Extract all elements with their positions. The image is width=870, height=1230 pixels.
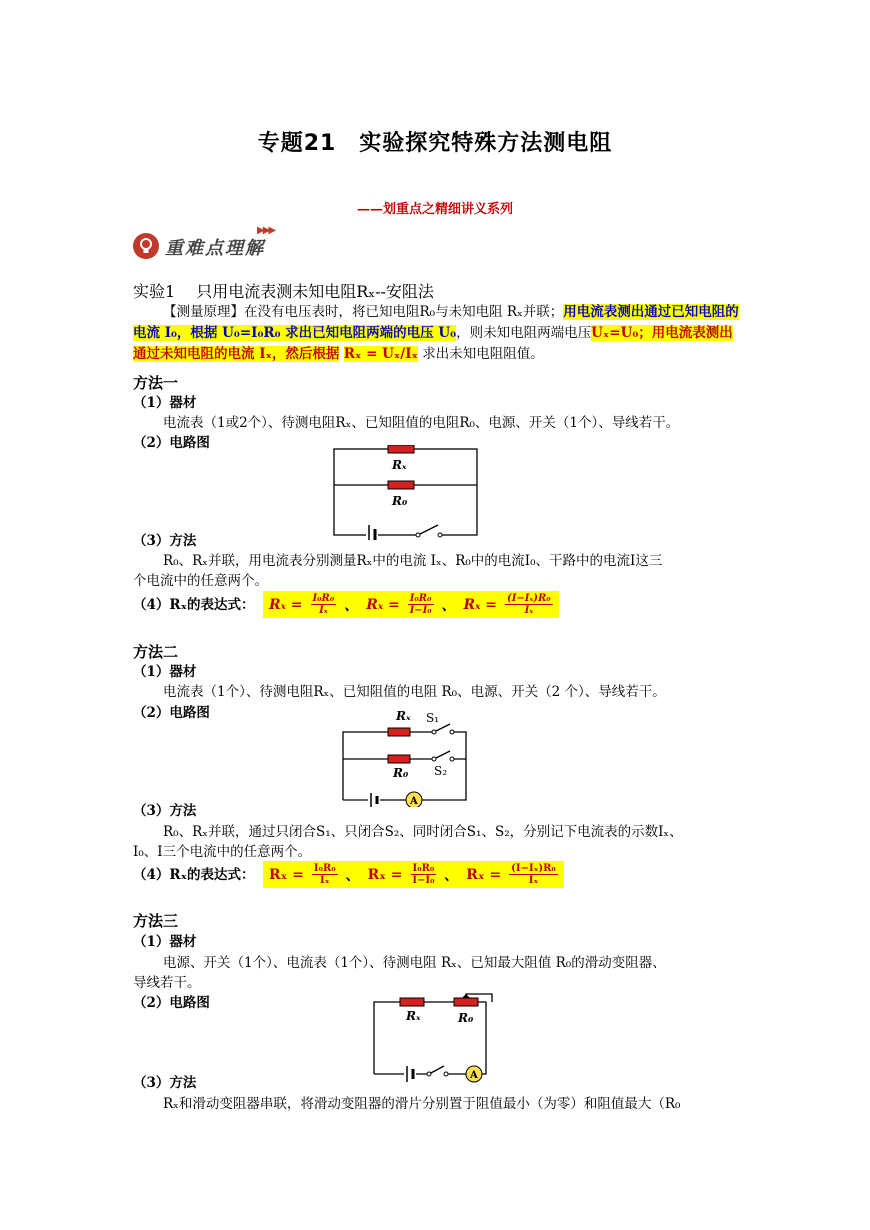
method1-formula-box: Rₓ = $\frac{\text{I₀R₀}}{\text{Iₓ}}$ 、 Rₓ = $\frac{\text{I₀R₀}}{\text{I−I₀}}$ 、 Rₓ = $\frac{\text{(I−Iₓ)R₀}}{\text{Iₓ}}$ xyxy=(263,591,559,618)
method2-method-heading: （3）方法 xyxy=(133,803,197,819)
label-rx: Rₓ xyxy=(392,458,407,472)
method2-formula-box: Rₓ = $\frac{\text{I₀R₀}}{\text{Iₓ}}$ 、 Rₓ = $\frac{\text{I₀R₀}}{\text{I−I₀}}$ 、 Rₓ = $\frac{\text{(I−Iₓ)R₀}}{\text{Iₓ}}$ xyxy=(263,861,564,888)
method2-circuit-heading: （2）电路图 xyxy=(133,705,210,721)
badge-label: 重难点理解 xyxy=(165,238,265,259)
method3-equipment-text1: 电源、开关（1个）、电流表（1个）、待测电阻 Rₓ、已知最大阻值 R₀的滑动变阻器、 xyxy=(163,955,666,971)
method1-equipment-text: 电流表（1或2个）、待测电阻Rₓ、已知阻值的电阻R₀、电源、开关（1个）、导线若干。 xyxy=(163,415,680,431)
formula3-fraction: $\frac{\text{(I−Iₓ)R₀}}{\text{Iₓ}}$ xyxy=(507,593,551,616)
formula2-fraction: $\frac{\text{I₀R₀}}{\text{I−I₀}}$ xyxy=(409,593,432,616)
principle-highlight-1: 用电流表测出通过已知电阻的电流 I₀，根据 U₀=I₀R₀ 求出已知电阻两端的电压 U₀ xyxy=(133,304,739,341)
method1-method-text2: 个电流中的任意两个。 xyxy=(133,573,268,589)
formula2-lhs: Rₓ = xyxy=(366,596,400,613)
method3-method-heading: （3）方法 xyxy=(133,1075,197,1091)
label-rx: Rₓ xyxy=(406,1009,421,1023)
formula1-fraction: $\frac{\text{I₀R₀}}{\text{Iₓ}}$ xyxy=(312,593,335,616)
method1-method-heading: （3）方法 xyxy=(133,533,197,549)
method3-method-text: Rₓ和滑动变阻器串联，将滑动变阻器的滑片分别置于阻值最小（为零）和阻值最大（R₀ xyxy=(163,1096,681,1112)
method1-method-text1: R₀、Rₓ并联，用电流表分别测量Rₓ中的电流 Iₓ、R₀中的电流I₀、干路中的电流I这三 xyxy=(163,553,663,569)
resistor-rx xyxy=(388,445,414,453)
principle-formula: Rₓ = Uₓ/Iₓ xyxy=(343,346,418,362)
method2-equipment-text: 电流表（1个）、待测电阻Rₓ、已知阻值的电阻 R₀、电源、开关（2 个）、导线若干。 xyxy=(163,684,666,700)
method1-heading: 方法一 xyxy=(133,374,179,392)
label-r0: R₀ xyxy=(458,1011,474,1025)
label-ammeter: A xyxy=(410,796,418,807)
method2-heading: 方法二 xyxy=(133,643,179,661)
method2-equipment-heading: （1）器材 xyxy=(133,664,197,680)
method3-equipment-text2: 导线若干。 xyxy=(133,975,201,991)
principle-text-a: 【测量原理】在没有电压表时，将已知电阻R₀与未知电阻 Rₓ并联； xyxy=(163,304,564,320)
page-title: 专题21 实验探究特殊方法测电阻 xyxy=(257,131,613,156)
label-ammeter: A xyxy=(470,1070,478,1081)
method3-heading: 方法三 xyxy=(133,912,179,930)
principle-highlight-2: Uₓ=U₀；用电流表测出通过未知电阻的电流 Iₓ，然后根据 xyxy=(133,325,733,362)
method1-circuit-diagram xyxy=(330,445,482,540)
series-subtitle: ——划重点之精细讲义系列 xyxy=(356,202,513,217)
method1-equipment-heading: （1）器材 xyxy=(133,395,197,411)
formula3-lhs: Rₓ = xyxy=(463,596,497,613)
label-s2: S₂ xyxy=(434,764,448,778)
formula1-lhs: Rₓ = xyxy=(269,596,303,613)
method2-method-text2: I₀、I三个电流中的任意两个。 xyxy=(133,844,312,860)
label-r0: R₀ xyxy=(393,766,409,780)
method2-method-text1: R₀、Rₓ并联，通过只闭合S₁、只闭合S₂、同时闭合S₁、S₂，分别记下电流表的示数Iₓ、 xyxy=(163,824,683,840)
method2-circuit-diagram xyxy=(338,705,473,807)
method1-circuit-heading: （2）电路图 xyxy=(133,435,210,451)
method3-circuit-heading: （2）电路图 xyxy=(133,995,210,1011)
principle-text-c: 求出未知电阻阻值。 xyxy=(422,346,544,362)
triangle-arrows-icon: ▶▶▶ xyxy=(257,225,275,236)
principle-paragraph xyxy=(133,302,745,365)
label-s1: S₁ xyxy=(426,711,440,725)
label-rx: Rₓ xyxy=(396,709,411,723)
section-badge xyxy=(133,225,298,261)
method1-expression-heading: （4）Rₓ的表达式： xyxy=(133,597,255,613)
method3-equipment-heading: （1）器材 xyxy=(133,934,197,950)
resistor-r0 xyxy=(388,481,414,489)
label-r0: R₀ xyxy=(392,494,408,508)
method3-circuit-diagram xyxy=(368,990,498,1086)
method2-expression-heading: （4）Rₓ的表达式： xyxy=(133,867,255,883)
experiment-heading: 实验1 只用电流表测未知电阻Rₓ--安阻法 xyxy=(133,282,434,301)
principle-text-b: ，则未知电阻两端电压 xyxy=(456,325,592,341)
lightbulb-icon xyxy=(133,233,159,259)
